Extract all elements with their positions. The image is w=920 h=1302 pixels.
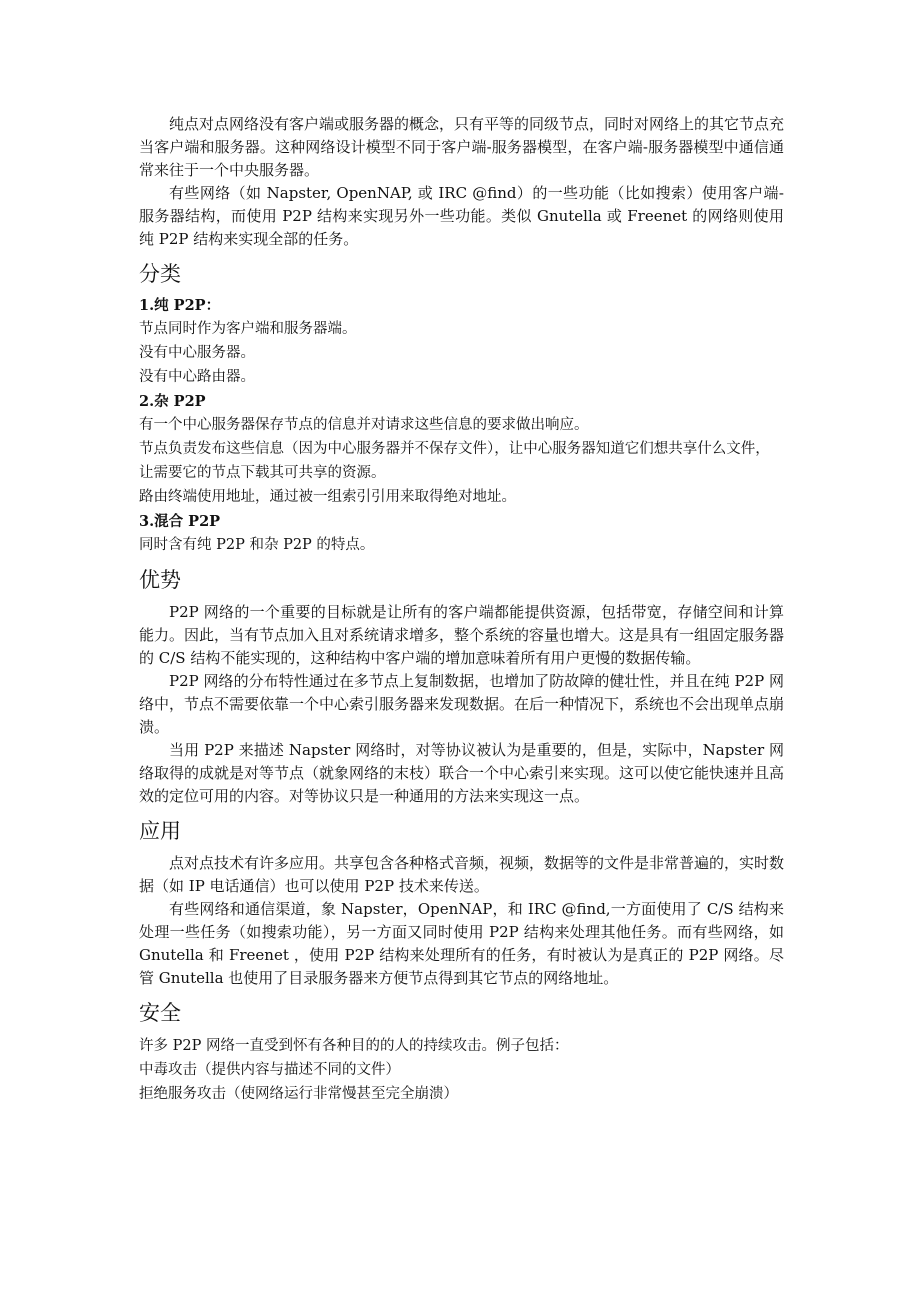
applications-paragraph-1: 点对点技术有许多应用。共享包含各种格式音频，视频，数据等的文件是非常普遍的，实时数据（如 IP 电话通信）也可以使用 P2P 技术来传送。 bbox=[139, 854, 785, 895]
advantages-paragraph-3: 当用 P2P 来描述 Napster 网络时，对等协议被认为是重要的，但是，实际中，Napster 网络取得的成就是对等节点（就象网络的末枝）联合一个中心索引来实现。这可以使它能快速并且高效的定位可用的内容。对等协议只是一种通用的方法来实现这一点。 bbox=[139, 741, 785, 805]
list-line: 节点负责发布这些信息（因为中心服务器并不保存文件），让中心服务器知道它们想共享什么文件，让需要它的节点下载其可共享的资源。 bbox=[139, 441, 770, 481]
intro-paragraph-2: 有些网络（如 Napster, OpenNAP, 或 IRC @find）的一些功能（比如搜索）使用客户端-服务器结构，而使用 P2P 结构来实现另外一些功能。类似 Gnutella 或 Freenet 的网络则使用纯 P2P 结构来实现全部的任务。 bbox=[139, 184, 784, 248]
list-line: 没有中心路由器。 bbox=[139, 369, 255, 385]
list-line: 许多 P2P 网络一直受到怀有各种目的的人的持续攻击。例子包括： bbox=[139, 1038, 569, 1054]
list-line: 同时含有纯 P2P 和杂 P2P 的特点。 bbox=[139, 537, 375, 553]
advantages-paragraph-2: P2P 网络的分布特性通过在多节点上复制数据，也增加了防故障的健壮性，并且在纯 P2P 网络中，节点不需要依靠一个中心索引服务器来发现数据。在后一种情况下，系统也不会出现单点崩溃。 bbox=[139, 672, 785, 736]
applications-paragraph-2: 有些网络和通信渠道，象 Napster，OpenNAP，和 IRC @find,一方面使用了 C/S 结构来处理一些任务（如搜索功能），另一方面又同时使用 P2P 结构来处理其他任务。而有些网络，如 Gnutella 和 Freenet ，使用 P2P 结构来处理所有的任务，有时被认为是真正的 P2P 网络。尽管 Gnutella 也使用了目录服务器来方便节点得到其它节点的网络地址。 bbox=[139, 900, 784, 987]
section-heading-applications: 应用 bbox=[139, 819, 181, 843]
section-heading-classification: 分类 bbox=[139, 262, 181, 286]
list-line: 没有中心服务器。 bbox=[139, 345, 255, 361]
list-line: 中毒攻击（提供内容与描述不同的文件） bbox=[139, 1062, 400, 1078]
list-line: 路由终端使用地址，通过被一组索引引用来取得绝对地址。 bbox=[139, 489, 516, 505]
list-line: 有一个中心服务器保存节点的信息并对请求这些信息的要求做出响应。 bbox=[139, 417, 589, 433]
intro-paragraph-1: 纯点对点网络没有客户端或服务器的概念，只有平等的同级节点，同时对网络上的其它节点充当客户端和服务器。这种网络设计模型不同于客户端-服务器模型，在客户端-服务器模型中通信通常来往于一个中央服务器。 bbox=[139, 115, 785, 179]
advantages-paragraph-1: P2P 网络的一个重要的目标就是让所有的客户端都能提供资源，包括带宽，存储空间和计算能力。因此，当有节点加入且对系统请求增多，整个系统的容量也增大。这是具有一组固定服务器的 C/S 结构不能实现的，这种结构中客户端的增加意味着所有用户更慢的数据传输。 bbox=[139, 603, 785, 667]
list-line: 节点同时作为客户端和服务器端。 bbox=[139, 321, 357, 337]
subheading-mixed-p2p: 3.混合 P2P bbox=[139, 513, 221, 530]
section-heading-advantages: 优势 bbox=[139, 568, 181, 592]
document-body bbox=[139, 113, 784, 1106]
subheading-pure-p2p: 1.纯 P2P： bbox=[139, 297, 221, 314]
list-line: 拒绝服务攻击（使网络运行非常慢甚至完全崩溃） bbox=[139, 1086, 458, 1102]
subheading-hybrid-p2p: 2.杂 P2P bbox=[139, 393, 206, 410]
section-heading-security: 安全 bbox=[139, 1001, 181, 1025]
